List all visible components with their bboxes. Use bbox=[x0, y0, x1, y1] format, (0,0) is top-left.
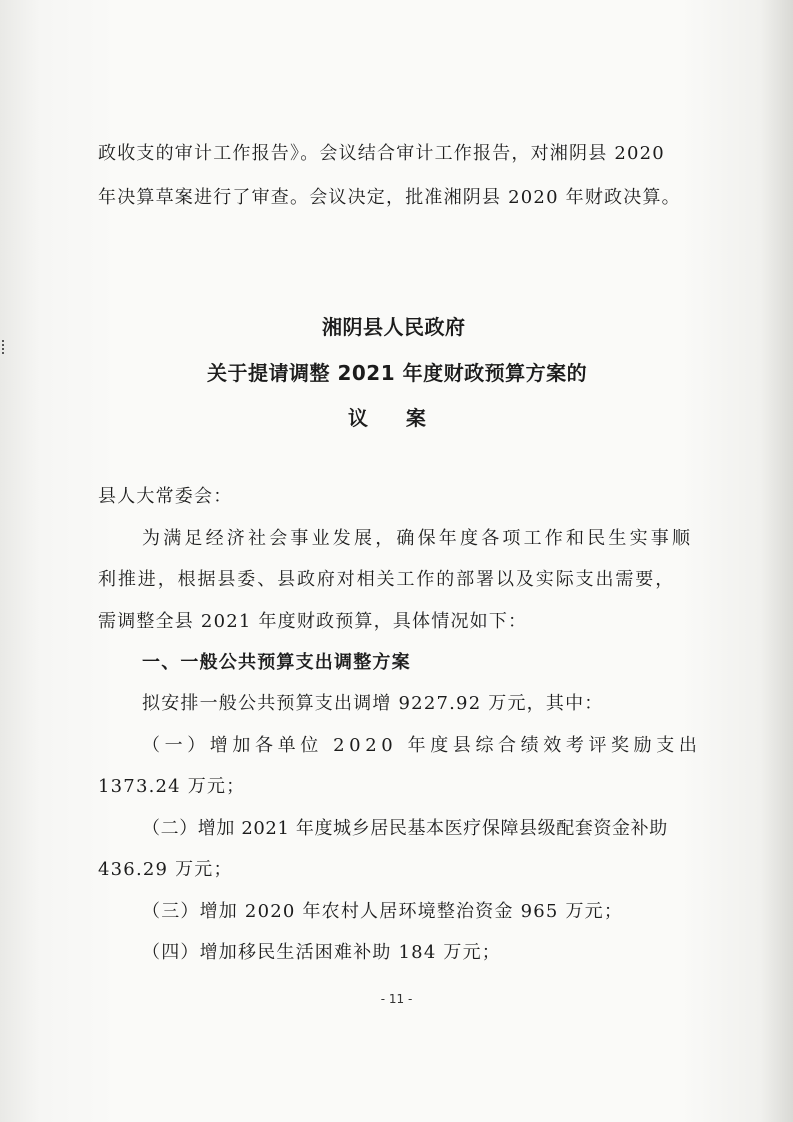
item-2-line-2: 436.29 万元； bbox=[98, 859, 233, 880]
intro-line-2: 利推进，根据县委、县政府对相关工作的部署以及实际支出需要， bbox=[98, 569, 676, 590]
item-2-line-1: （二）增加 2021 年度城乡居民基本医疗保障县级配套资金补助 bbox=[142, 818, 668, 839]
intro-line-3: 需调整全县 2021 年度财政预算，具体情况如下： bbox=[98, 611, 528, 632]
page-number: - 11 - bbox=[380, 992, 413, 1006]
binding-mark bbox=[2, 340, 7, 354]
salutation: 县人大常委会： bbox=[98, 486, 233, 507]
intro-line-1: 为满足经济社会事业发展，确保年度各项工作和民生实事顺 bbox=[142, 528, 694, 549]
item-1-line-1: （一）增加各单位 2020 年度县综合绩效考评奖励支出 bbox=[142, 735, 702, 756]
item-4: （四）增加移民生活困难补助 184 万元； bbox=[142, 942, 501, 963]
title-issuer: 湘阴县人民政府 bbox=[322, 315, 466, 339]
section-heading: 一、一般公共预算支出调整方案 bbox=[142, 652, 411, 673]
section-summary: 拟安排一般公共预算支出调增 9227.92 万元，其中： bbox=[142, 693, 604, 714]
title-subject: 关于提请调整 2021 年度财政预算方案的 bbox=[207, 361, 588, 385]
title-doc-type: 议 案 bbox=[348, 406, 427, 430]
item-3: （三）增加 2020 年农村人居环境整治资金 965 万元； bbox=[142, 901, 624, 922]
item-1-line-2: 1373.24 万元； bbox=[98, 776, 246, 797]
continuation-line-1: 政收支的审计工作报告》。会议结合审计工作报告，对湘阴县 2020 bbox=[98, 143, 665, 164]
continuation-line-2: 年决算草案进行了审查。会议决定，批准湘阴县 2020 年财政决算。 bbox=[98, 187, 681, 208]
